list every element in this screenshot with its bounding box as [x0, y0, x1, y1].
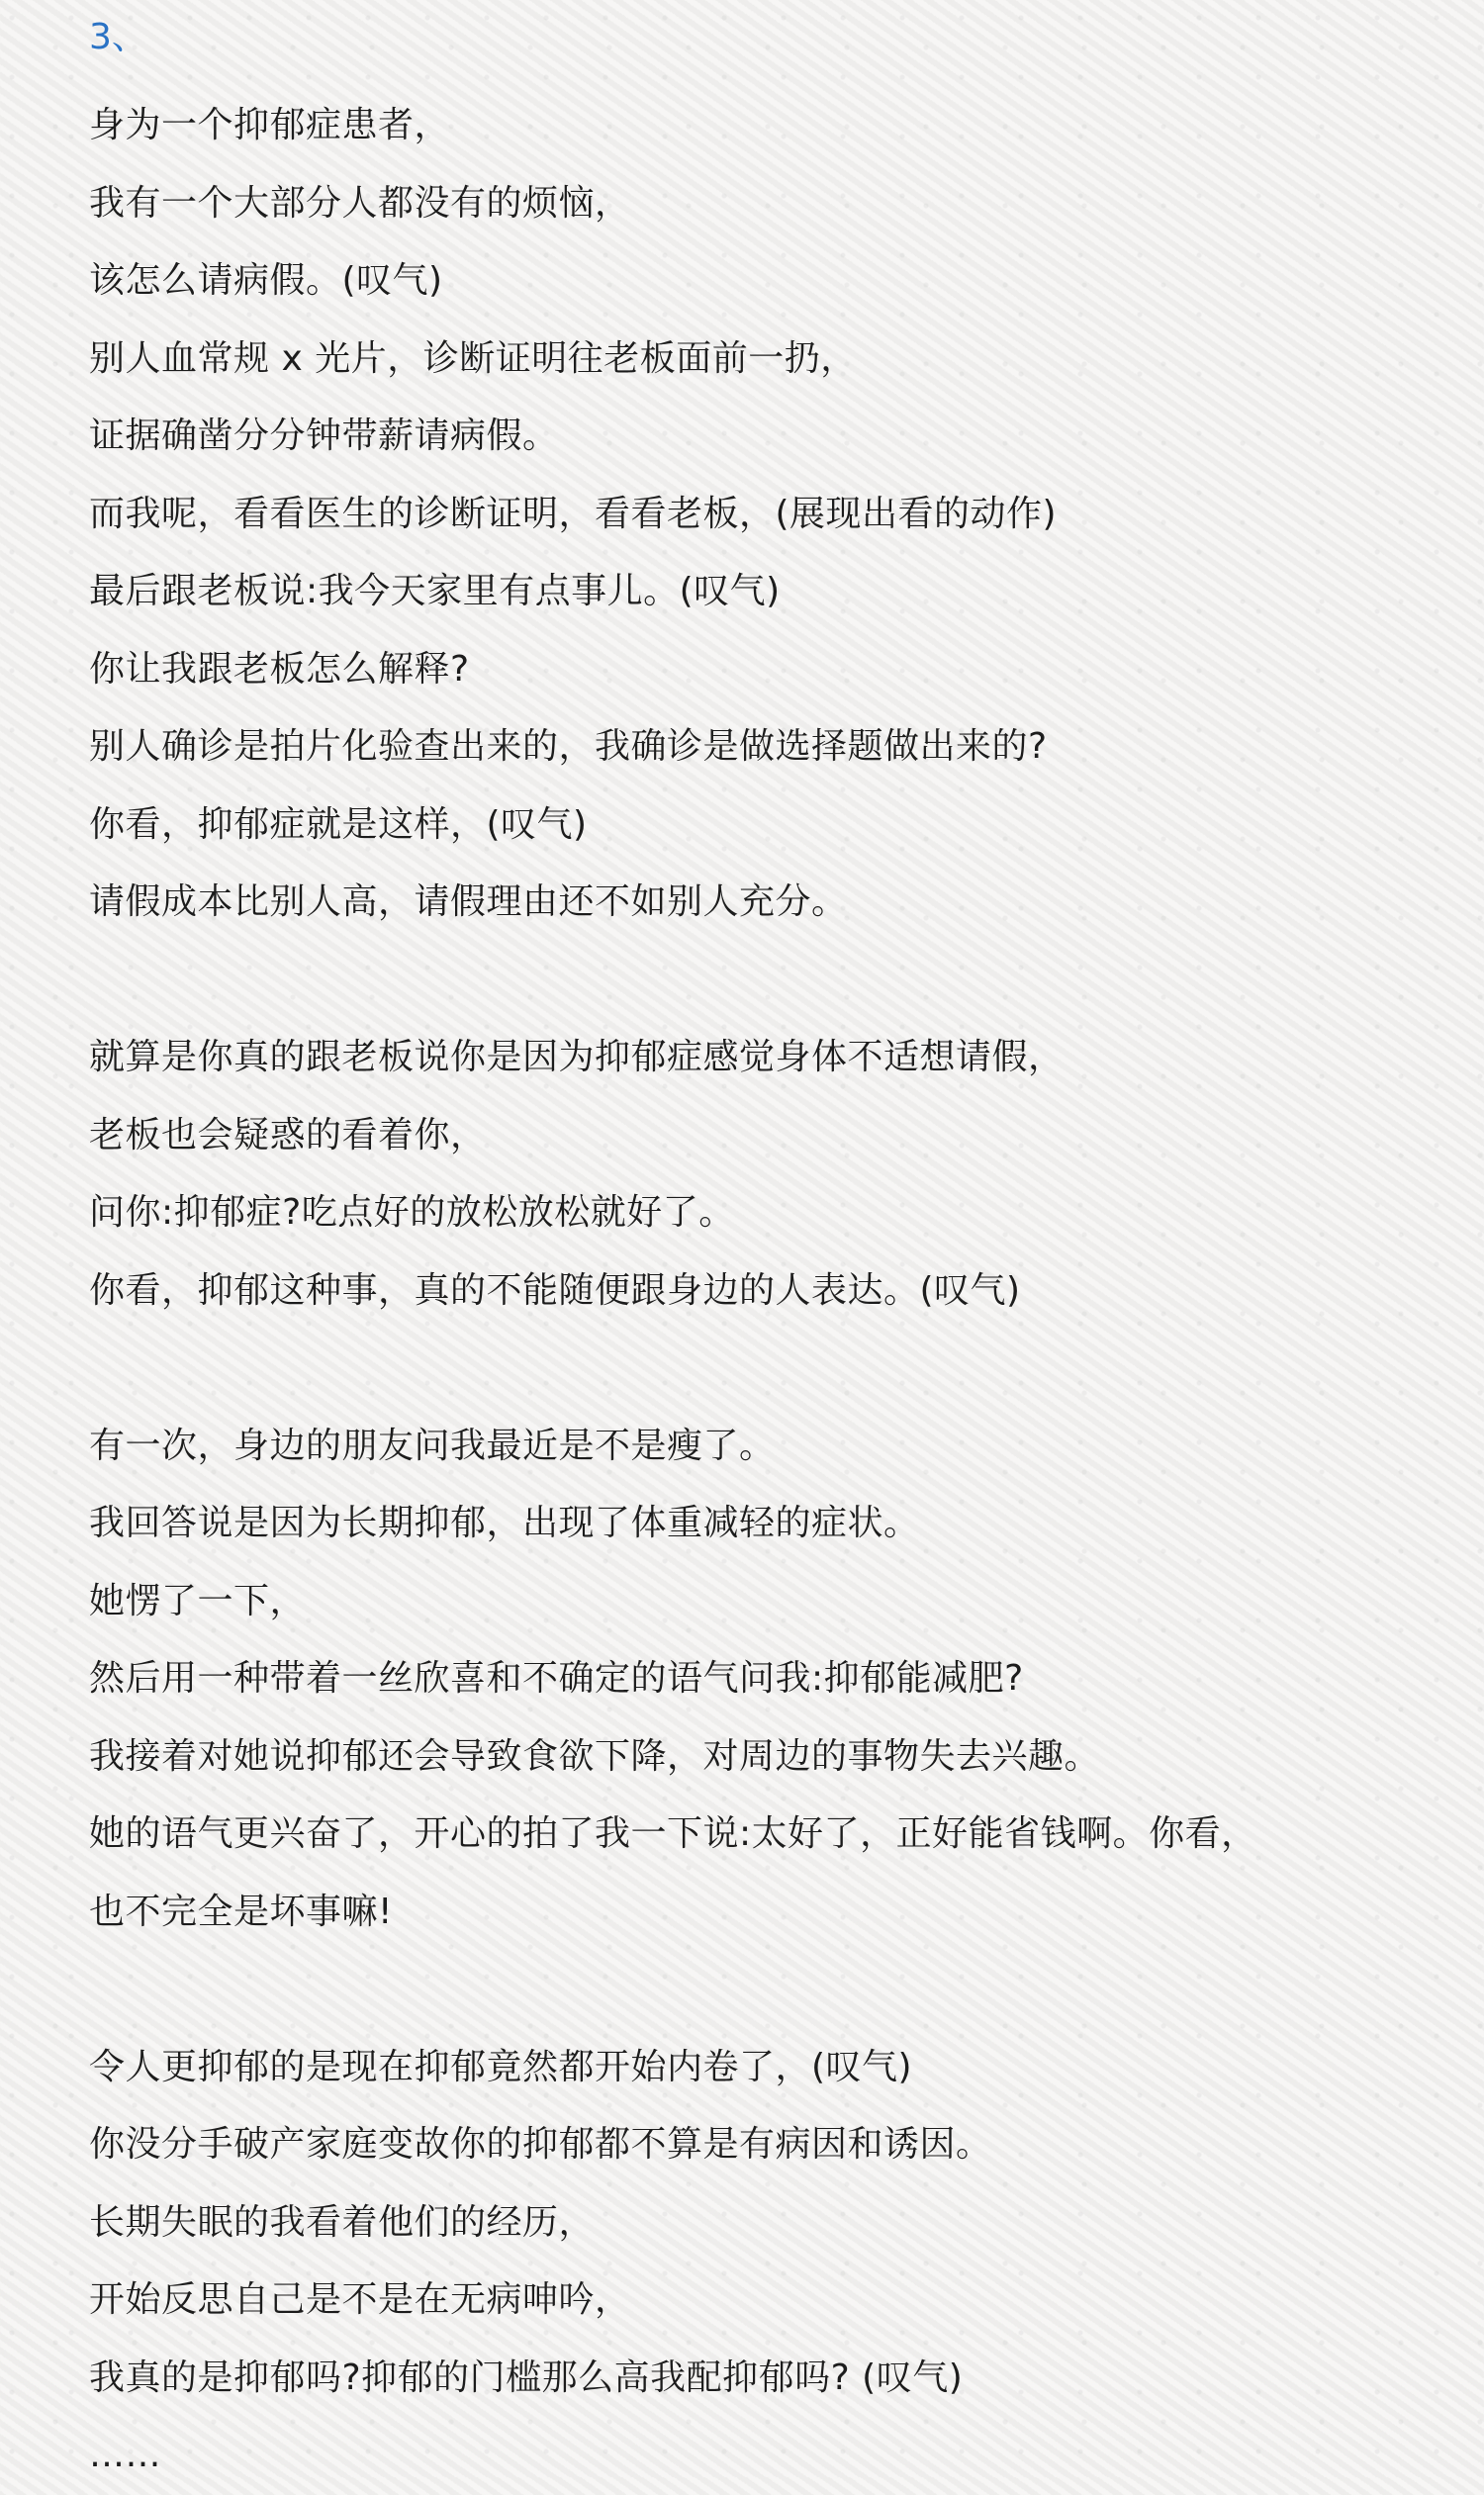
text-line: 她愣了一下， [89, 1580, 307, 1621]
paragraph [89, 2029, 1454, 2495]
text-line: 有一次，身边的朋友问我最近是不是瘦了。 [89, 1425, 776, 1466]
text-line: 问你:抑郁症?吃点好的放松放松就好了。 [89, 1192, 735, 1233]
text-line: …… [89, 2435, 161, 2475]
text-line: 而我呢，看看医生的诊断证明，看看老板，(展现出看的动作) [89, 493, 1058, 534]
text-line: 请假成本比别人高，请假理由还不如别人充分。 [89, 881, 848, 922]
text-line: 我回答说是因为长期抑郁，出现了体重减轻的症状。 [89, 1503, 920, 1543]
section-number-heading: 3、 [89, 17, 147, 57]
text-line: 最后跟老板说:我今天家里有点事儿。(叹气) [89, 571, 781, 611]
text-line: 你让我跟老板怎么解释? [89, 648, 470, 690]
text-line: 也不完全是坏事嘛! [89, 1891, 393, 1932]
text-line: 开始反思自己是不是在无病呻吟， [89, 2279, 631, 2320]
text-line: 就算是你真的跟老板说你是因为抑郁症感觉身体不适想请假， [89, 1037, 1065, 1077]
text-line: 你看，抑郁这种事，真的不能随便跟身边的人表达。(叹气) [89, 1269, 1021, 1311]
text-line: 然后用一种带着一丝欣喜和不确定的语气问我:抑郁能减肥? [89, 1658, 1024, 1699]
text-line: 别人血常规 x 光片，诊断证明往老板面前一扔， [89, 337, 857, 379]
text-line: 身为一个抑郁症患者， [89, 105, 451, 145]
text-line: 该怎么请病假。(叹气) [89, 260, 443, 301]
text-line: 别人确诊是拍片化验查出来的，我确诊是做选择题做出来的? [89, 726, 1048, 767]
paragraph [89, 1019, 1454, 1330]
paragraph-gap [89, 1330, 1454, 1408]
text-line: 你没分手破产家庭变故你的抑郁都不算是有病因和诱因。 [89, 2124, 992, 2165]
text-line: 长期失眠的我看着他们的经历， [89, 2201, 596, 2243]
paragraph [89, 1408, 1454, 1952]
text-line: 我真的是抑郁吗?抑郁的门槛那么高我配抑郁吗? (叹气) [89, 2356, 964, 2398]
text-line: 令人更抑郁的是现在抑郁竟然都开始内卷了，(叹气) [89, 2046, 913, 2087]
text-line: 你看，抑郁症就是这样，(叹气) [89, 803, 588, 845]
text-line: 证据确凿分分钟带薪请病假。 [89, 416, 559, 456]
text-line: 老板也会疑惑的看着你， [89, 1114, 487, 1155]
text-line: 我有一个大部分人都没有的烦恼， [89, 182, 631, 224]
text-body [89, 87, 1454, 2495]
text-line: 我接着对她说抑郁还会导致食欲下降，对周边的事物失去兴趣。 [89, 1735, 1101, 1777]
paragraph-gap [89, 1951, 1454, 2029]
paragraph-gap [89, 942, 1454, 1020]
text-line: 她的语气更兴奋了，开心的拍了我一下说:太好了，正好能省钱啊。你看， [89, 1813, 1257, 1854]
paragraph [89, 87, 1454, 942]
